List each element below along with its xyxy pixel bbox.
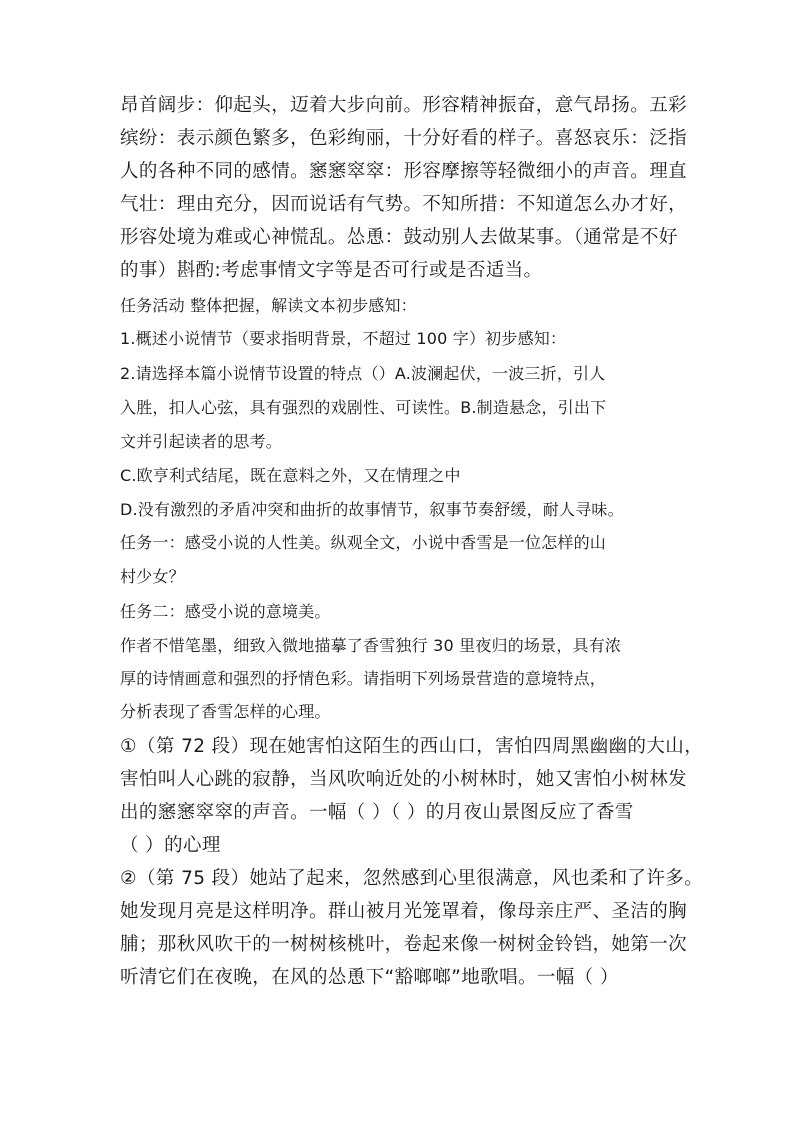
text-line: 的事）斟酌:考虑事情文字等是否可行或是否适当。 (120, 260, 543, 281)
excerpt-1: ①（第 72 段）现在她害怕这陌生的西山口，害怕四周黑幽幽的大山， (120, 736, 704, 757)
text-line: 她发现月亮是这样明净。群山被月光笼罩着，像母亲庄严、圣洁的胸 (120, 901, 688, 922)
task-one: 任务一：感受小说的人性美。纵观全文，小说中香雪是一位怎样的山 (120, 533, 607, 552)
text-line: 作者不惜笔墨，细致入微地描摹了香雪独行 30 里夜归的场景，具有浓 (120, 636, 622, 655)
text-line: 村少女？ (120, 567, 185, 586)
text-line: 听清它们在夜晚，在风的怂恿下“豁啷啷”地歌唱。一幅（ ） (120, 967, 619, 988)
text-line: 害怕叫人心跳的寂静，当风吹响近处的小树林时，她又害怕小树林发 (120, 769, 688, 790)
text-line: 出的窸窸窣窣的声音。一幅（ ）（ ）的月夜山景图反应了香雪 (120, 802, 634, 823)
option-c: C.欧亨利式结尾，既在意料之外，又在情理之中 (120, 466, 461, 485)
text-line: 厚的诗情画意和强烈的抒情色彩。请指明下列场景营造的意境特点， (120, 669, 607, 688)
task-two: 任务二：感受小说的意境美。 (120, 602, 331, 621)
option-d: D.没有激烈的矛盾冲突和曲折的故事情节，叙事节奏舒缓，耐人寻味。 (120, 500, 624, 519)
text-line: 缤纷：表示颜色繁多，色彩绚丽，十分好看的样子。喜怒哀乐：泛指 (120, 128, 688, 149)
question-1: 1.概述小说情节（要求指明背景，不超过 100 字）初步感知： (120, 329, 567, 348)
text-line: 形容处境为难或心神慌乱。怂恿：鼓动别人去做某事。（通常是不好 (120, 227, 678, 248)
question-2: 2.请选择本篇小说情节设置的特点（）A.波澜起伏，一波三折，引人 (120, 364, 606, 383)
text-line: 文并引起读者的思考。 (120, 432, 283, 451)
text-line: 昂首阔步：仰起头，迈着大步向前。形容精神振奋，意气昂扬。五彩 (120, 95, 688, 116)
task-heading: 任务活动 整体把握，解读文本初步感知： (120, 296, 417, 315)
excerpt-2: ②（第 75 段）她站了起来，忽然感到心里很满意，风也柔和了许多。 (120, 868, 704, 889)
text-line: 气壮：理由充分，因而说话有气势。不知所措：不知道怎么办才好， (120, 194, 688, 215)
text-line: 人的各种不同的感情。窸窸窣窣：形容摩擦等轻微细小的声音。理直 (120, 161, 688, 182)
text-line: 分析表现了香雪怎样的心理。 (120, 702, 331, 721)
text-line: 脯；那秋风吹干的一树树核桃叶，卷起来像一树树金铃铛，她第一次 (120, 934, 688, 955)
text-line: （ ）的心理 (120, 835, 221, 856)
text-line: 入胜，扣人心弦，具有强烈的戏剧性、可读性。B.制造悬念，引出下 (120, 398, 607, 417)
